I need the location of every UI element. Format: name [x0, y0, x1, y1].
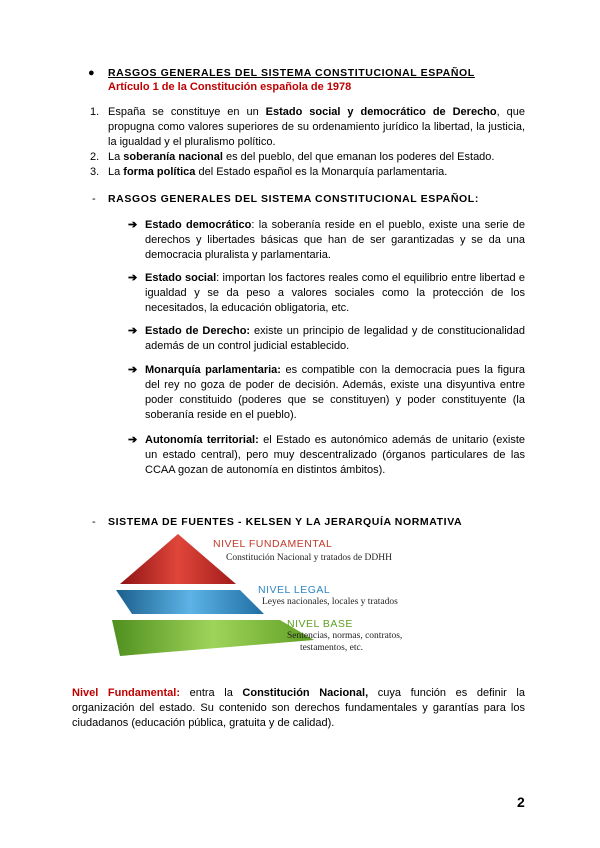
arrow-icon: ➔ — [128, 364, 138, 376]
list-number: 1. — [90, 106, 100, 118]
list-item: La forma política del Estado español es la Monarquía parlamentaria. — [108, 166, 448, 178]
feature-derecho: Estado de Derecho: existe un principio de legalidad y de constitucionalidad además de un control judicial establecido. — [145, 325, 525, 352]
feature-monarquia: Monarquía parlamentaria: es compatible con la democracia pues la figura del rey no goza de poder de decisión. Además, existe una disyuntiva entre poder constituido (poderes que se constituyen) y poder constituyente (la soberanía reside en el pueblo). — [145, 364, 525, 421]
feature-social: Estado social: importan los factores reales como el equilibrio entre libertad e igualdad y se da peso a valores sociales como la protección de los necesitados, la educación obligatoria, etc. — [145, 272, 525, 314]
arrow-icon: ➔ — [128, 272, 138, 284]
pyramid-level-legal — [116, 590, 264, 614]
level-desc-fundamental: Constitución Nacional y tratados de DDHH — [226, 553, 392, 563]
arrow-icon: ➔ — [128, 219, 138, 231]
dash-marker: - — [92, 193, 96, 205]
level-desc-base: testamentos, etc. — [300, 643, 364, 653]
section-subheading: Artículo 1 de la Constitución española de 1978 — [108, 81, 352, 93]
level-title-base: NIVEL BASE — [287, 618, 353, 630]
list-item: España se constituye en un Estado social y democrático de Derecho, que propugna como valores superiores de su ordenamiento jurídico la libertad, la justicia, la igualdad y el pluralismo político. — [108, 106, 525, 148]
level-title-fundamental: NIVEL FUNDAMENTAL — [213, 538, 333, 550]
arrow-icon: ➔ — [128, 325, 138, 337]
level-desc-legal: Leyes nacionales, locales y tratados — [262, 597, 398, 607]
list-number: 3. — [90, 166, 100, 178]
closing-paragraph: Nivel Fundamental: entra la Constitución Nacional, cuya función es definir la organización del estado. Su contenido son derechos fundamentales y garantías para los ciudadanos (educación pública, gratuita y de calidad). — [72, 687, 525, 729]
page-number: 2 — [517, 794, 525, 810]
feature-autonomia: Autonomía territorial: el Estado es autonómico además de unitario (existe un estado central), pero muy descentralizado (órganos particulares de las CCAA gozan de autonomía en distintos ámbitos). — [145, 434, 525, 476]
section-heading-3: SISTEMA DE FUENTES - KELSEN Y LA JERARQUÍA NORMATIVA — [108, 516, 463, 528]
section-heading-2: RASGOS GENERALES DEL SISTEMA CONSTITUCIONAL ESPAÑOL: — [108, 193, 479, 205]
dash-marker: - — [92, 516, 96, 528]
section-heading-1: RASGOS GENERALES DEL SISTEMA CONSTITUCIONAL ESPAÑOL — [108, 67, 475, 79]
level-title-legal: NIVEL LEGAL — [258, 584, 331, 596]
pyramid-level-base — [112, 620, 314, 656]
bullet-icon: ● — [88, 67, 95, 79]
arrow-icon: ➔ — [128, 434, 138, 446]
list-number: 2. — [90, 151, 100, 163]
feature-democratico: Estado democrático: la soberanía reside en el pueblo, existe una serie de derechos y libertades básicas que han de ser garantizadas y se da una democracia pluralista y parlamentaria. — [145, 219, 525, 261]
level-desc-base: Sentencias, normas, contratos, — [287, 631, 403, 641]
list-item: La soberanía nacional es del pueblo, del que emanan los poderes del Estado. — [108, 151, 495, 163]
